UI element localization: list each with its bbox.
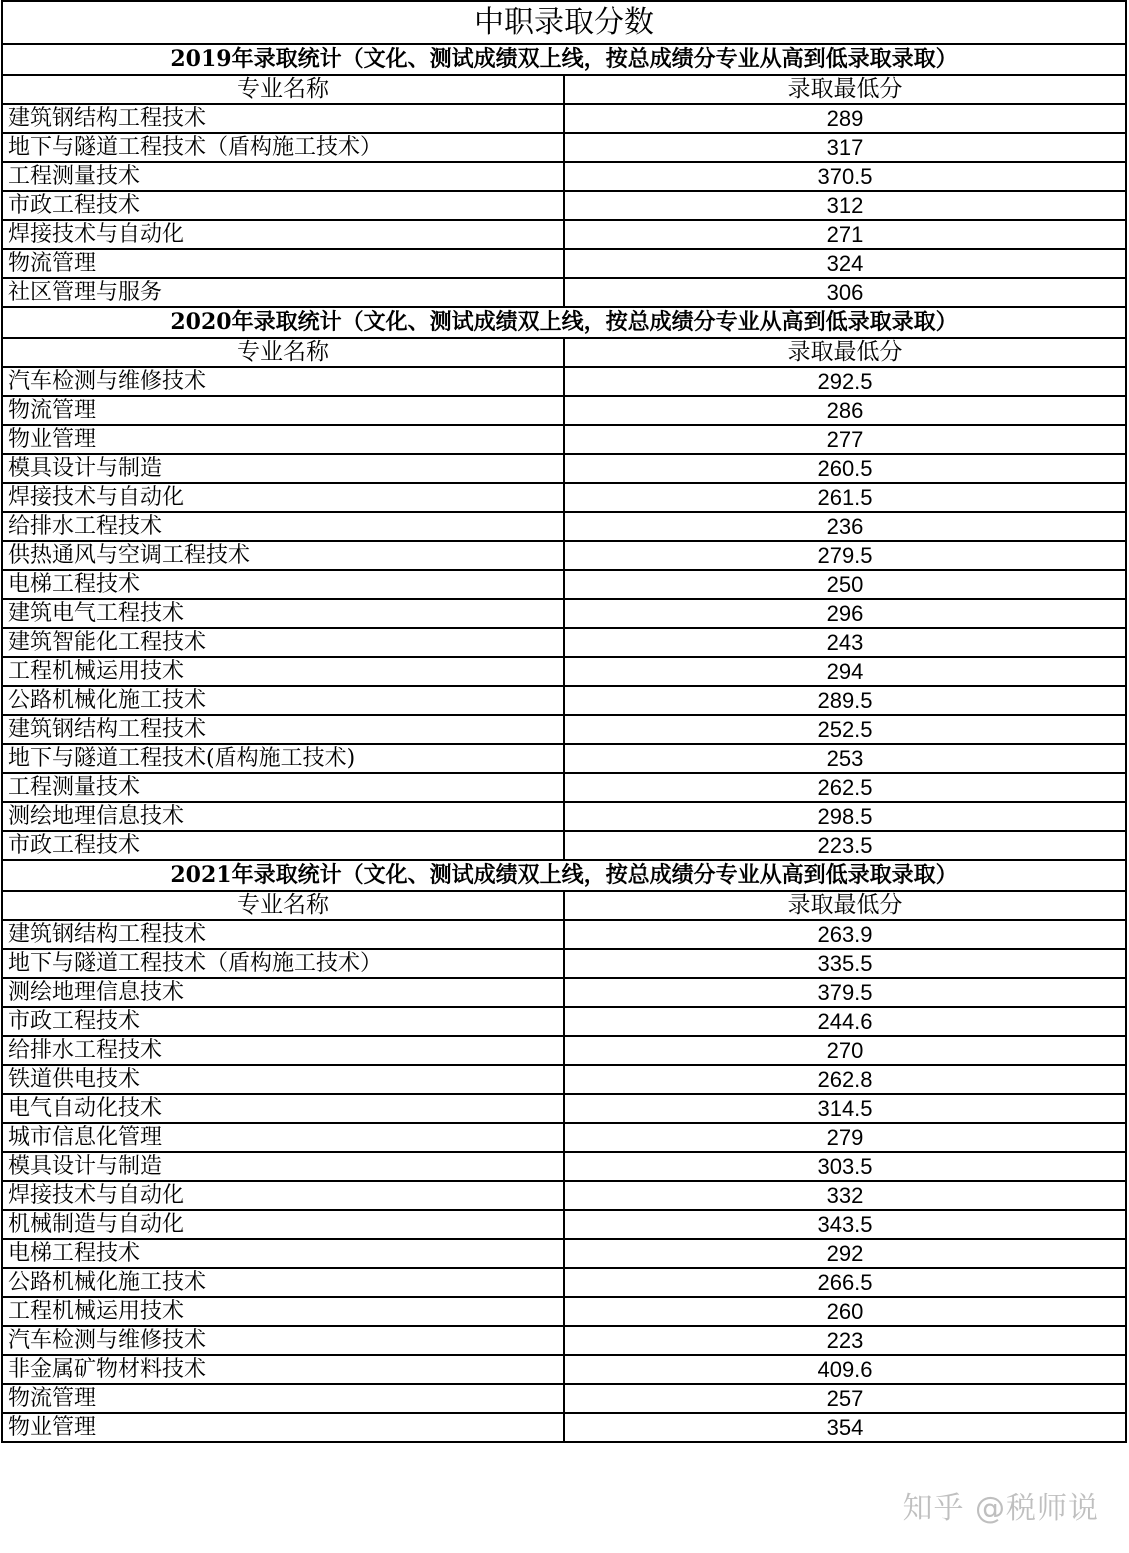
- table-row: [2, 249, 1126, 278]
- title-row: [2, 1, 1126, 44]
- table-row: [2, 1297, 1126, 1326]
- table-row: [2, 1036, 1126, 1065]
- section-heading-row: [2, 860, 1126, 891]
- major-name-cell: 建筑钢结构工程技术: [2, 104, 564, 133]
- major-name-cell: 建筑钢结构工程技术: [2, 920, 564, 949]
- major-name-cell: 给排水工程技术: [2, 1036, 564, 1065]
- table-row: [2, 1094, 1126, 1123]
- table-row: [2, 686, 1126, 715]
- major-name-cell: 物流管理: [2, 1384, 564, 1413]
- major-name-cell: 社区管理与服务: [2, 278, 564, 307]
- section-heading: 2021年录取统计（文化、测试成绩双上线，按总成绩分专业从高到低录取录取）: [2, 860, 1126, 891]
- min-score-cell: 279: [564, 1123, 1126, 1152]
- major-name-cell: 焊接技术与自动化: [2, 1181, 564, 1210]
- table-row: [2, 949, 1126, 978]
- min-score-cell: 314.5: [564, 1094, 1126, 1123]
- column-header-score: 录取最低分: [564, 75, 1126, 104]
- min-score-cell: 409.6: [564, 1355, 1126, 1384]
- table-row: [2, 220, 1126, 249]
- min-score-cell: 252.5: [564, 715, 1126, 744]
- table-row: [2, 1007, 1126, 1036]
- column-header-row: [2, 338, 1126, 367]
- column-header-major: 专业名称: [2, 338, 564, 367]
- table-row: [2, 454, 1126, 483]
- table-row: [2, 1326, 1126, 1355]
- major-name-cell: 电梯工程技术: [2, 570, 564, 599]
- section-heading: 2019年录取统计（文化、测试成绩双上线，按总成绩分专业从高到低录取录取）: [2, 44, 1126, 75]
- column-header-score: 录取最低分: [564, 338, 1126, 367]
- table-row: [2, 570, 1126, 599]
- min-score-cell: 312: [564, 191, 1126, 220]
- table-row: [2, 162, 1126, 191]
- major-name-cell: 地下与隧道工程技术（盾构施工技术）: [2, 949, 564, 978]
- table-row: [2, 831, 1126, 860]
- table-row: [2, 628, 1126, 657]
- min-score-cell: 370.5: [564, 162, 1126, 191]
- major-name-cell: 模具设计与制造: [2, 1152, 564, 1181]
- table-row: [2, 773, 1126, 802]
- major-name-cell: 市政工程技术: [2, 831, 564, 860]
- major-name-cell: 物流管理: [2, 396, 564, 425]
- major-name-cell: 汽车检测与维修技术: [2, 1326, 564, 1355]
- table-row: [2, 1210, 1126, 1239]
- min-score-cell: 289.5: [564, 686, 1126, 715]
- min-score-cell: 354: [564, 1413, 1126, 1442]
- major-name-cell: 公路机械化施工技术: [2, 686, 564, 715]
- min-score-cell: 243: [564, 628, 1126, 657]
- major-name-cell: 供热通风与空调工程技术: [2, 541, 564, 570]
- major-name-cell: 焊接技术与自动化: [2, 483, 564, 512]
- column-header-row: [2, 75, 1126, 104]
- min-score-cell: 253: [564, 744, 1126, 773]
- min-score-cell: 332: [564, 1181, 1126, 1210]
- table-row: [2, 802, 1126, 831]
- min-score-cell: 263.9: [564, 920, 1126, 949]
- table-row: [2, 396, 1126, 425]
- major-name-cell: 测绘地理信息技术: [2, 978, 564, 1007]
- table-row: [2, 541, 1126, 570]
- min-score-cell: 317: [564, 133, 1126, 162]
- min-score-cell: 296: [564, 599, 1126, 628]
- min-score-cell: 279.5: [564, 541, 1126, 570]
- table-row: [2, 1065, 1126, 1094]
- section-heading: 2020年录取统计（文化、测试成绩双上线，按总成绩分专业从高到低录取录取）: [2, 307, 1126, 338]
- min-score-cell: 286: [564, 396, 1126, 425]
- table-row: [2, 599, 1126, 628]
- min-score-cell: 257: [564, 1384, 1126, 1413]
- major-name-cell: 工程测量技术: [2, 162, 564, 191]
- min-score-cell: 262.8: [564, 1065, 1126, 1094]
- table-row: [2, 1181, 1126, 1210]
- major-name-cell: 建筑智能化工程技术: [2, 628, 564, 657]
- min-score-cell: 223: [564, 1326, 1126, 1355]
- min-score-cell: 379.5: [564, 978, 1126, 1007]
- min-score-cell: 343.5: [564, 1210, 1126, 1239]
- min-score-cell: 244.6: [564, 1007, 1126, 1036]
- table-row: [2, 920, 1126, 949]
- min-score-cell: 261.5: [564, 483, 1126, 512]
- table-row: [2, 1268, 1126, 1297]
- section-heading-row: [2, 307, 1126, 338]
- major-name-cell: 模具设计与制造: [2, 454, 564, 483]
- table-row: [2, 278, 1126, 307]
- table-row: [2, 512, 1126, 541]
- column-header-score: 录取最低分: [564, 891, 1126, 920]
- table-row: [2, 1152, 1126, 1181]
- min-score-cell: 271: [564, 220, 1126, 249]
- major-name-cell: 电气自动化技术: [2, 1094, 564, 1123]
- table-row: [2, 1384, 1126, 1413]
- table-row: [2, 1413, 1126, 1442]
- table-row: [2, 744, 1126, 773]
- major-name-cell: 给排水工程技术: [2, 512, 564, 541]
- major-name-cell: 测绘地理信息技术: [2, 802, 564, 831]
- table-row: [2, 1239, 1126, 1268]
- column-header-major: 专业名称: [2, 891, 564, 920]
- table-row: [2, 978, 1126, 1007]
- major-name-cell: 电梯工程技术: [2, 1239, 564, 1268]
- major-name-cell: 工程机械运用技术: [2, 657, 564, 686]
- table-row: [2, 367, 1126, 396]
- section-heading-row: [2, 44, 1126, 75]
- major-name-cell: 物业管理: [2, 425, 564, 454]
- min-score-cell: 324: [564, 249, 1126, 278]
- admission-score-sheet: [1, 0, 1125, 1443]
- min-score-cell: 292: [564, 1239, 1126, 1268]
- table-row: [2, 191, 1126, 220]
- major-name-cell: 市政工程技术: [2, 191, 564, 220]
- min-score-cell: 223.5: [564, 831, 1126, 860]
- major-name-cell: 建筑电气工程技术: [2, 599, 564, 628]
- major-name-cell: 地下与隧道工程技术(盾构施工技术): [2, 744, 564, 773]
- min-score-cell: 266.5: [564, 1268, 1126, 1297]
- major-name-cell: 焊接技术与自动化: [2, 220, 564, 249]
- major-name-cell: 城市信息化管理: [2, 1123, 564, 1152]
- major-name-cell: 非金属矿物材料技术: [2, 1355, 564, 1384]
- min-score-cell: 335.5: [564, 949, 1126, 978]
- column-header-major: 专业名称: [2, 75, 564, 104]
- major-name-cell: 物流管理: [2, 249, 564, 278]
- min-score-cell: 277: [564, 425, 1126, 454]
- min-score-cell: 292.5: [564, 367, 1126, 396]
- min-score-cell: 260.5: [564, 454, 1126, 483]
- score-table: [1, 0, 1127, 1443]
- table-row: [2, 425, 1126, 454]
- column-header-row: [2, 891, 1126, 920]
- sheet-title: 中职录取分数: [2, 1, 1126, 44]
- major-name-cell: 铁道供电技术: [2, 1065, 564, 1094]
- table-row: [2, 1355, 1126, 1384]
- min-score-cell: 236: [564, 512, 1126, 541]
- min-score-cell: 306: [564, 278, 1126, 307]
- table-row: [2, 715, 1126, 744]
- min-score-cell: 250: [564, 570, 1126, 599]
- table-row: [2, 1123, 1126, 1152]
- table-row: [2, 483, 1126, 512]
- min-score-cell: 294: [564, 657, 1126, 686]
- major-name-cell: 工程机械运用技术: [2, 1297, 564, 1326]
- table-row: [2, 104, 1126, 133]
- major-name-cell: 物业管理: [2, 1413, 564, 1442]
- major-name-cell: 汽车检测与维修技术: [2, 367, 564, 396]
- zhihu-watermark: 知乎 @税师说: [902, 1491, 1099, 1526]
- major-name-cell: 建筑钢结构工程技术: [2, 715, 564, 744]
- min-score-cell: 270: [564, 1036, 1126, 1065]
- major-name-cell: 机械制造与自动化: [2, 1210, 564, 1239]
- min-score-cell: 262.5: [564, 773, 1126, 802]
- major-name-cell: 市政工程技术: [2, 1007, 564, 1036]
- major-name-cell: 地下与隧道工程技术（盾构施工技术）: [2, 133, 564, 162]
- min-score-cell: 303.5: [564, 1152, 1126, 1181]
- min-score-cell: 289: [564, 104, 1126, 133]
- min-score-cell: 298.5: [564, 802, 1126, 831]
- table-row: [2, 133, 1126, 162]
- min-score-cell: 260: [564, 1297, 1126, 1326]
- major-name-cell: 公路机械化施工技术: [2, 1268, 564, 1297]
- table-row: [2, 657, 1126, 686]
- major-name-cell: 工程测量技术: [2, 773, 564, 802]
